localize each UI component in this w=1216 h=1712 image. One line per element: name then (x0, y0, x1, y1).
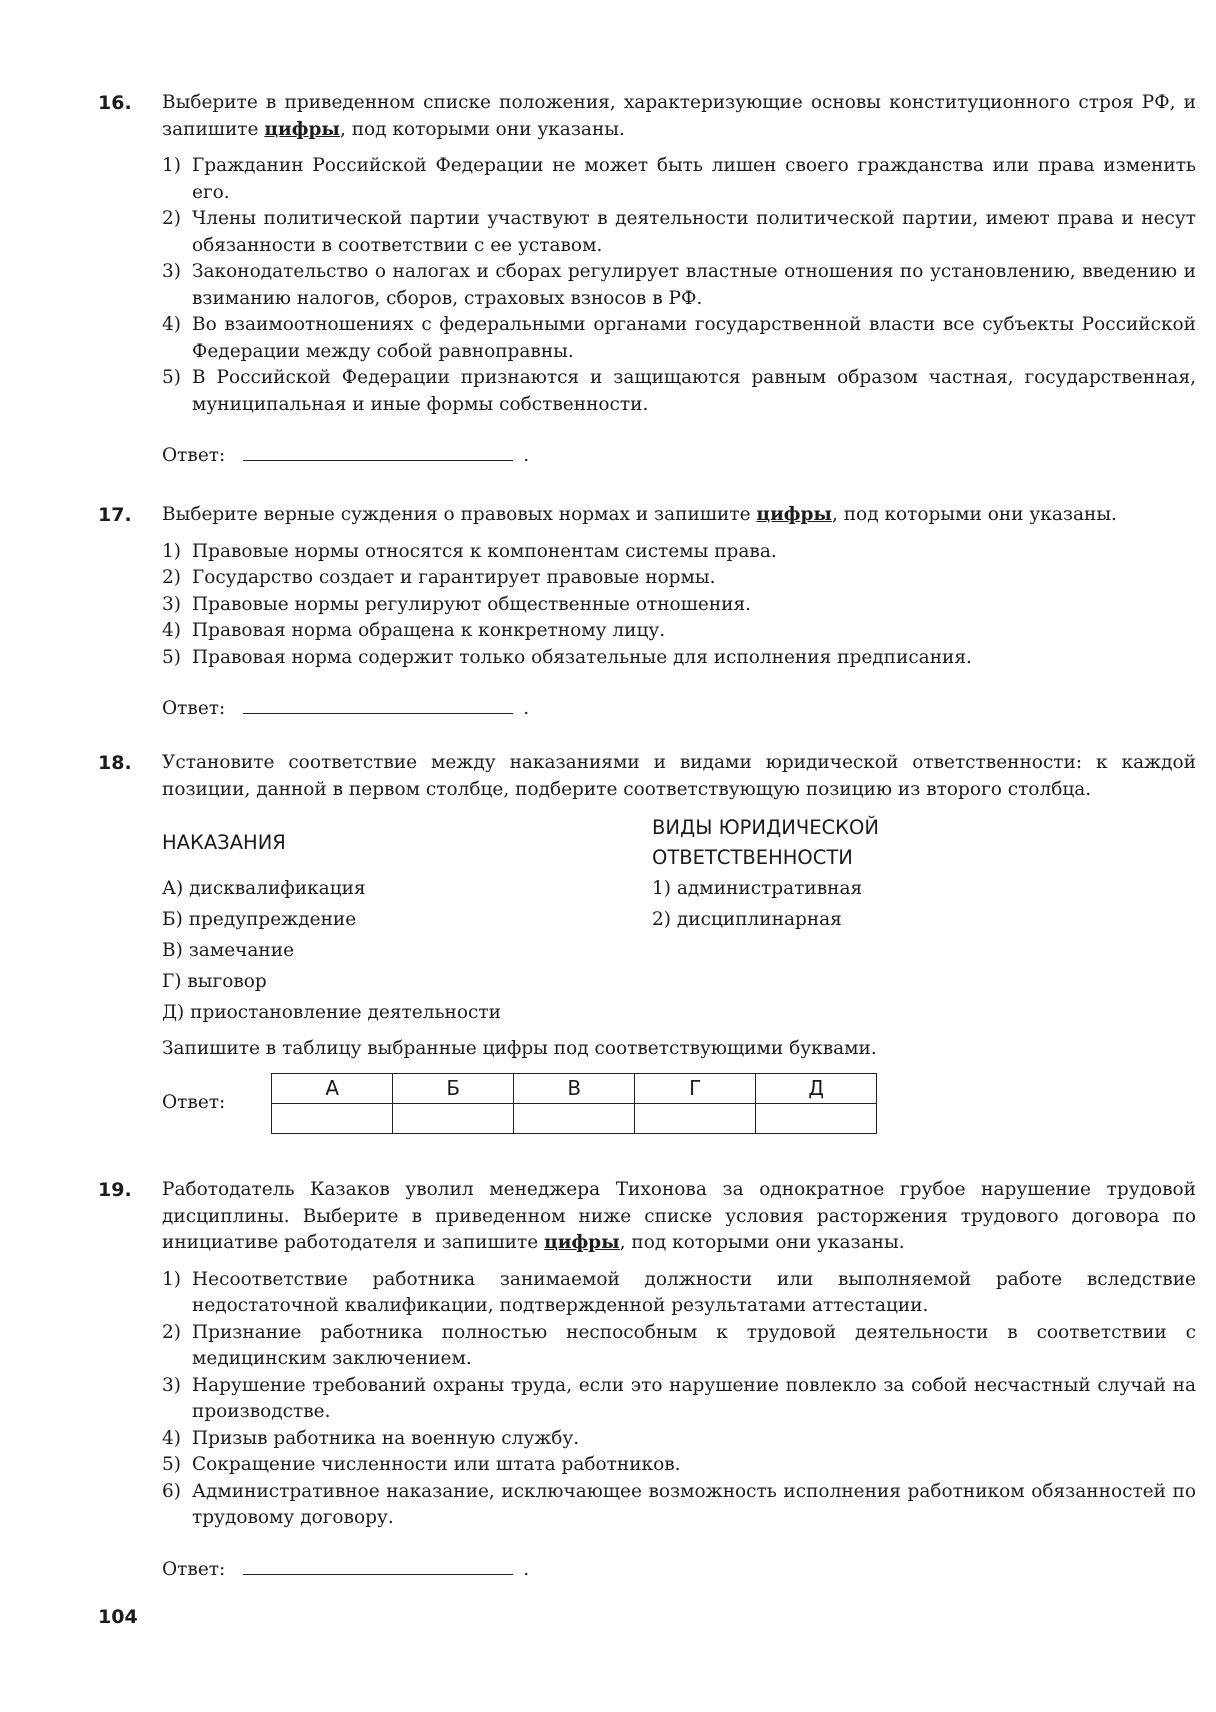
list-item (162, 365, 1196, 418)
item-text: дисквалификация (189, 878, 366, 899)
matching-columns (162, 813, 1196, 1028)
statement-emphasis: цифры (264, 118, 340, 140)
item-number: 4) (162, 314, 181, 335)
item-text: административная (676, 878, 863, 899)
task-statement (162, 90, 1196, 143)
item-text: Призыв работника на военную службу. (192, 1427, 580, 1449)
list-item (162, 1426, 1196, 1453)
list-item (162, 873, 652, 904)
item-text: замечание (188, 940, 295, 961)
answer-cell[interactable] (393, 1103, 514, 1133)
task-statement: Установите соответствие между наказаниями и видами юридической ответственности: к каждой позиции, данной в первом столбце, подберите соответствующую позицию из второго столбца. (162, 752, 1196, 800)
item-text: Правовая норма обращена к конкретному лицу. (192, 620, 666, 641)
task-18 (98, 750, 1196, 1134)
item-letter: Б) (162, 909, 183, 930)
list-item (162, 966, 652, 997)
answer-row (162, 691, 1196, 723)
item-text: Законодательство о налогах и сборах регулирует властные отношения по установлению, введению и взиманию налогов, сборов, страховых взносов в РФ. (192, 261, 1196, 309)
item-text: приостановление деятельности (190, 1002, 501, 1023)
answer-field[interactable] (243, 1552, 513, 1575)
options-list (162, 153, 1196, 418)
task-number: 17. (98, 504, 132, 526)
table-answer-row (272, 1103, 877, 1133)
answer-field[interactable] (243, 691, 513, 714)
answer-label: Ответ: (162, 1558, 226, 1580)
answer-dot: . (523, 1558, 530, 1580)
column-header-line: ОТВЕТСТВЕННОСТИ (652, 846, 853, 869)
answer-cell[interactable] (635, 1103, 756, 1133)
task-statement (162, 502, 1196, 529)
table-header-cell: Б (393, 1073, 514, 1103)
item-number: 4) (162, 620, 181, 641)
list-item (162, 1479, 1196, 1532)
item-text: Правовые нормы относятся к компонентам системы права. (192, 540, 777, 562)
item-text: Государство создает и гарантирует правовые нормы. (192, 567, 716, 588)
list-item (162, 592, 1196, 619)
task-number: 16. (98, 92, 132, 114)
item-number: 1) (162, 155, 181, 176)
item-number: 5) (162, 367, 181, 388)
statement-emphasis: цифры (756, 504, 832, 525)
item-number: 2) (162, 567, 181, 588)
task-number: 18. (98, 752, 132, 774)
item-number: 1) (162, 1268, 181, 1290)
item-text: Несоответствие работника занимаемой должности или выполняемой работе вследствие недостаточной квалификации, подтвержденной результатами аттестации. (192, 1268, 1196, 1316)
task-17 (98, 502, 1196, 723)
statement-text: Выберите в приведенном списке положения, характеризующие основы конституционного строя РФ, и запишите (162, 92, 1196, 140)
item-number: 4) (162, 1427, 181, 1449)
list-item (162, 1452, 1196, 1479)
list-item (162, 1373, 1196, 1426)
task-number: 19. (98, 1179, 132, 1201)
liability-column (652, 813, 1152, 1028)
task-19 (98, 1177, 1196, 1583)
statement-text: , под которыми они указаны. (619, 1232, 905, 1253)
options-list (162, 539, 1196, 672)
statement-text: Выберите верные суждения о правовых нормах и запишите (162, 504, 757, 525)
table-instruction: Запишите в таблицу выбранные цифры под соответствующими буквами. (162, 1038, 877, 1059)
table-header-cell: Г (635, 1073, 756, 1103)
punishments-column (162, 813, 652, 1028)
answer-label: Ответ: (162, 1091, 226, 1113)
item-number: 2) (162, 208, 181, 229)
task-statement (162, 1177, 1196, 1257)
list-item (162, 645, 1196, 672)
table-header-cell: В (514, 1073, 635, 1103)
item-number: 3) (162, 261, 181, 282)
item-text: Административное наказание, исключающее возможность исполнения работником обязанностей по трудовому договору. (192, 1480, 1196, 1528)
statement-text: Работодатель Казаков уволил менеджера Тихонова за однократное грубое нарушение трудовой дисциплины. Выберите в приведенном ниже списке условия расторжения трудового договора по инициативе работодателя и запишите (162, 1179, 1196, 1253)
answer-cell[interactable] (756, 1103, 877, 1133)
table-header-cell: Д (756, 1073, 877, 1103)
item-text: Признание работника полностью неспособным к трудовой деятельности в соответствии с медицинским заключением. (192, 1321, 1196, 1369)
item-text: Правовая норма содержит только обязательные для исполнения предписания. (192, 646, 972, 668)
item-letter: А) (162, 878, 184, 899)
answer-cell[interactable] (272, 1103, 393, 1133)
column-header: НАКАЗАНИЯ (162, 831, 286, 854)
list-item (162, 259, 1196, 312)
item-text: выговор (187, 971, 267, 992)
item-text: Гражданин Российской Федерации не может быть лишен своего гражданства или права изменить его. (192, 155, 1196, 203)
options-list (162, 1267, 1196, 1532)
list-item (162, 565, 1196, 592)
list-item (162, 935, 652, 966)
list-item (652, 873, 1152, 904)
item-number: 5) (162, 646, 181, 668)
answer-field[interactable] (243, 438, 513, 461)
list-item (162, 1267, 1196, 1320)
answer-label: Ответ: (162, 698, 226, 719)
item-number: 5) (162, 1454, 181, 1475)
column-header (652, 813, 1152, 873)
item-text: В Российской Федерации признаются и защищаются равным образом частная, государственная, муниципальная и иные формы собственности. (192, 367, 1196, 415)
table-header-cell: А (272, 1073, 393, 1103)
item-text: дисциплинарная (676, 909, 842, 930)
answer-cell[interactable] (514, 1103, 635, 1133)
answer-row (162, 438, 1196, 470)
item-number: 1) (652, 878, 671, 899)
answer-table (271, 1073, 877, 1134)
item-letter: Д) (162, 1002, 185, 1023)
statement-emphasis: цифры (544, 1232, 620, 1253)
statement-text: , под которыми они указаны. (339, 118, 625, 140)
list-item (162, 1320, 1196, 1373)
item-number: 2) (652, 909, 671, 930)
answer-label: Ответ: (162, 445, 226, 466)
item-number: 1) (162, 540, 181, 562)
list-item (162, 904, 652, 935)
list-item (652, 904, 1152, 935)
list-item (162, 312, 1196, 365)
answer-dot: . (523, 445, 530, 466)
list-item (162, 539, 1196, 566)
item-letter: В) (162, 940, 183, 961)
statement-text: , под которыми они указаны. (831, 504, 1117, 525)
item-text: Члены политической партии участвуют в деятельности политической партии, имеют права и несут обязанности в соответствии с ее уставом. (192, 208, 1196, 256)
list-item (162, 618, 1196, 645)
item-letter: Г) (162, 971, 182, 992)
column-header-line: ВИДЫ ЮРИДИЧЕСКОЙ (652, 816, 879, 839)
answer-table-row (162, 1073, 1196, 1134)
answer-dot: . (523, 698, 530, 719)
item-text: Правовые нормы регулируют общественные отношения. (192, 593, 752, 615)
item-number: 6) (162, 1480, 181, 1502)
table-header-row (272, 1073, 877, 1103)
item-number: 3) (162, 1374, 181, 1396)
item-number: 2) (162, 1321, 181, 1343)
item-text: Нарушение требований охраны труда, если это нарушение повлекло за собой несчастный случай на производстве. (192, 1374, 1196, 1422)
page-number: 104 (98, 1606, 138, 1628)
list-item (162, 997, 652, 1028)
list-item (162, 206, 1196, 259)
item-text: предупреждение (188, 909, 357, 930)
item-text: Во взаимоотношениях с федеральными органами государственной власти все субъекты Российской Федерации между собой равноправны. (192, 314, 1196, 362)
answer-row (162, 1552, 1196, 1584)
item-number: 3) (162, 593, 181, 615)
task-16 (98, 90, 1196, 470)
item-text: Сокращение численности или штата работников. (192, 1454, 681, 1475)
list-item (162, 153, 1196, 206)
